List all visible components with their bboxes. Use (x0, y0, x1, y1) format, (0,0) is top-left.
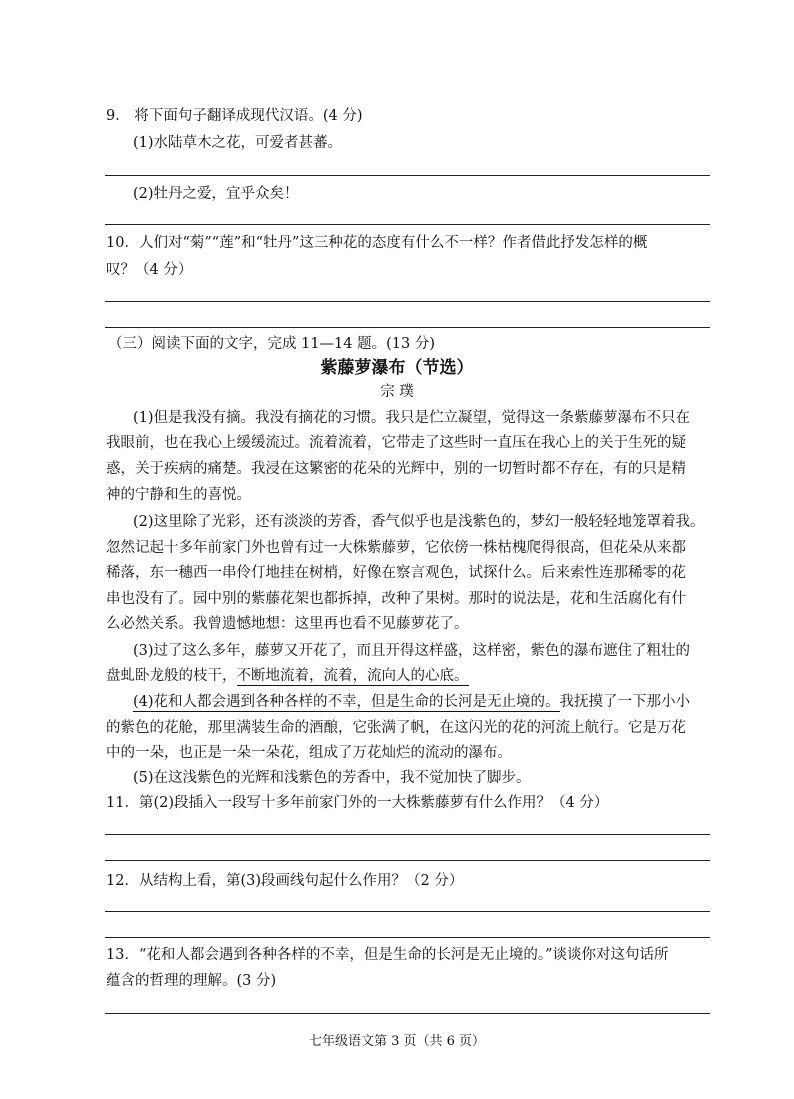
q9-sentence-1: (1)水陆草木之花，可爱者甚蕃。 (133, 135, 343, 151)
passage-line: 忽然记起十多年前家门外也曾有过一大株紫藤萝，它依傍一株枯槐爬得很高，但花朵从来都 (106, 540, 686, 556)
passage-line: (5)在这浅紫色的光辉和浅紫色的芳香中，我不觉加快了脚步。 (133, 770, 531, 786)
passage-text: 盘虬卧龙般的枝干， (106, 668, 237, 684)
passage-line: 我眼前，也在我心上缓缓流过。流着流着，它带走了这些时一直压在我心上的关于生死的疑 (106, 435, 686, 451)
passage-line: (3)过了这么多年，藤萝又开花了，而且开得这样盛，这样密，紫色的瀑布遮住了粗壮的 (133, 643, 691, 659)
answer-line (105, 1013, 710, 1014)
answer-line (105, 301, 710, 302)
passage-author: 宗 璞 (380, 384, 414, 400)
q9-sentence-2: (2)牡丹之爱，宜乎众矣！ (133, 186, 299, 202)
answer-line (105, 860, 710, 861)
passage-line: 么必然关系。我曾遗憾地想：这里再也看不见藤萝花了。 (106, 616, 469, 632)
q13-line-2: 蕴含的哲理的理解。(3 分) (106, 973, 277, 989)
passage-line: 稀落，东一穗西一串伶仃地挂在树梢，好像在察言观色，试探什么。后来索性连那稀零的花 (106, 565, 686, 581)
answer-line (105, 937, 710, 938)
passage-line (133, 692, 690, 712)
answer-line (105, 327, 710, 328)
passage-line: 中的一朵，也正是一朵一朵花，组成了万花灿烂的流动的瀑布。 (106, 745, 512, 761)
passage-line: (2)这里除了光彩，还有淡淡的芳香，香气似乎也是浅紫色的，梦幻一般轻轻地笼罩着我。 (133, 514, 705, 530)
passage-title: 紫藤萝瀑布（节选） (320, 358, 474, 378)
answer-line (105, 834, 710, 835)
passage-line: 神的宁静和生的喜悦。 (106, 487, 251, 503)
q9-stem: 9． 将下面句子翻译成现代汉语。(4 分) (106, 108, 363, 124)
passage-line: 串也没有了。园中别的紫藤花架也都拆掉，改种了果树。那时的说法是，花和生活腐化有什 (106, 591, 686, 607)
underlined-sentence: (4)花和人都会遇到各种各样的不幸，但是生命的长河是无止境的。 (133, 694, 560, 710)
section-3-header: （三）阅读下面的文字，完成 11—14 题。(13 分) (108, 336, 435, 352)
answer-line (105, 224, 710, 225)
passage-line: 的紫色的花舱，那里满装生命的酒酿，它张满了帆，在这闪光的花的河流上航行。它是万花 (106, 720, 686, 736)
page-footer: 七年级语文第 3 页（共 6 页） (308, 1034, 486, 1049)
passage-text: 我抚摸了一下那小小 (559, 694, 691, 710)
q13-line-1: 13．“花和人都会遇到各种各样的不幸，但是生命的长河是无止境的。”谈谈你对这句话所 (106, 947, 669, 963)
passage-line (106, 666, 469, 686)
q11-text: 11．第(2)段插入一段写十多年前家门外的一大株紫藤萝有什么作用？（4 分） (106, 795, 609, 811)
passage-line: 惑，关于疾病的痛楚。我浸在这繁密的花朵的光辉中，别的一切暂时都不存在，有的只是精 (106, 461, 686, 477)
passage-line: (1)但是我没有摘。我没有摘花的习惯。我只是伫立凝望，觉得这一条紫藤萝瀑布不只在 (133, 410, 691, 426)
q10-line-2: 叹？（4 分） (106, 262, 193, 278)
q12-text: 12．从结构上看，第(3)段画线句起什么作用？（2 分） (106, 873, 464, 889)
q10-line-1: 10．人们对“菊”“莲”和“牡丹”这三种花的态度有什么不一样？作者借此抒发怎样的概 (106, 235, 648, 251)
answer-line (105, 911, 710, 912)
underlined-sentence: 不断地流着，流着，流向人的心底。 (236, 668, 469, 684)
answer-line (105, 175, 710, 176)
